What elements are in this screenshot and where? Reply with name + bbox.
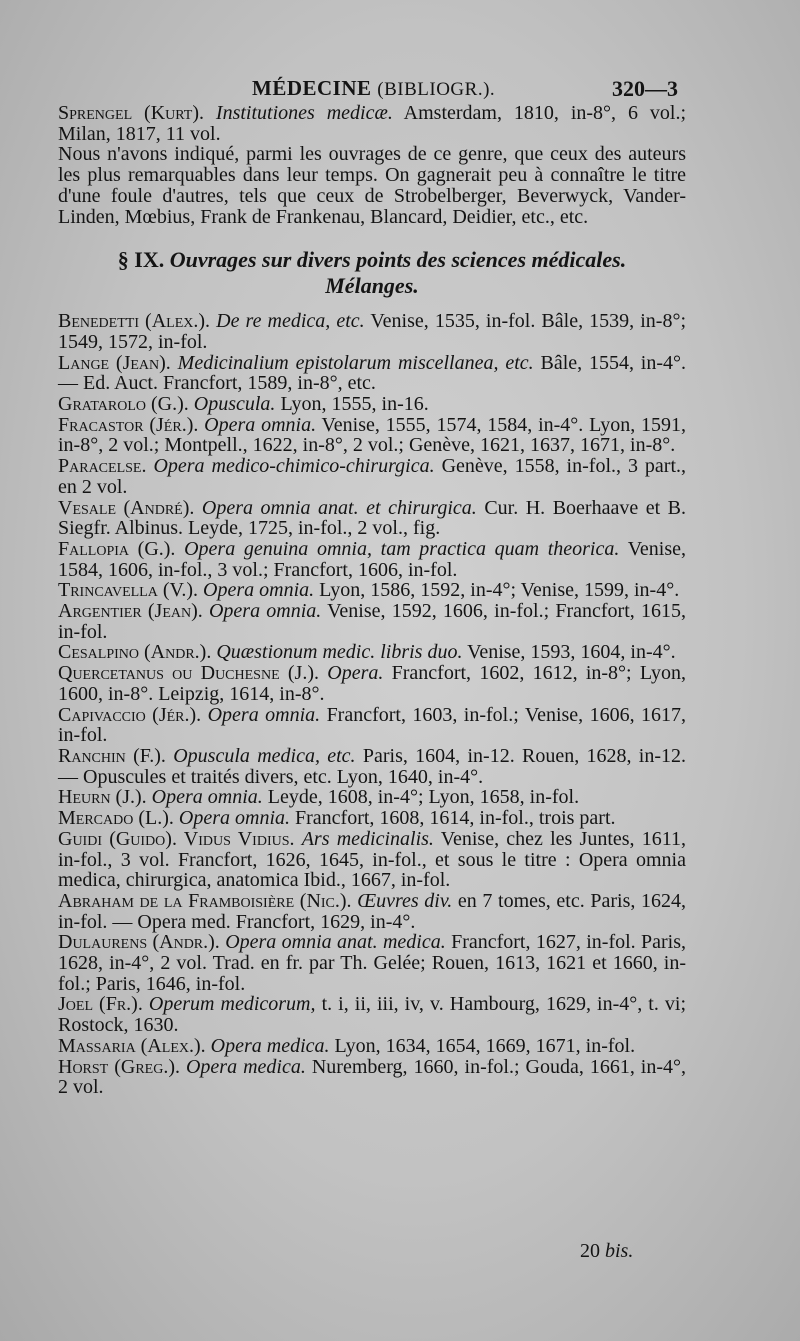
- bibliography-entry: [58, 746, 686, 787]
- entry-author: Gratarolo (G.).: [58, 393, 189, 416]
- bibliography-entry: [58, 663, 686, 704]
- bibliography-entry: [58, 103, 686, 144]
- entry-title: Opera genuina omnia, tam practica quam theorica.: [184, 537, 620, 560]
- section-heading: [58, 247, 686, 299]
- entry-title: Opera omnia.: [151, 786, 263, 809]
- entry-author: Vesale (André).: [58, 496, 195, 519]
- entry-author: Mercado (L.).: [58, 807, 174, 830]
- page-body: [58, 103, 686, 1098]
- entry-title: Opera omnia anat. medica.: [225, 931, 446, 954]
- bibliography-entry: [58, 415, 686, 456]
- entry-imprint: t. i, ii, iii, iv, v. Hambourg, 1629, in-4°, t. vi; Rostock, 1630.: [58, 993, 687, 1037]
- bibliography-entry: [58, 994, 686, 1035]
- entry-author: Massaria (Alex.).: [58, 1034, 206, 1057]
- entry-author: Argentier (Jean).: [58, 600, 203, 623]
- bibliography-entry: [58, 829, 686, 891]
- entry-title: Opera omnia.: [178, 807, 290, 830]
- entry-title: Opera omnia.: [208, 600, 322, 623]
- entry-imprint: en 7 tomes, etc. Paris, 1624, in-fol. — Opera med. Francfort, 1629, in-4°.: [58, 889, 687, 933]
- signature-mark: [580, 1240, 633, 1263]
- entry-imprint: Genève, 1558, in-fol., 3 part., en 2 vol.: [58, 455, 687, 498]
- bibliography-entry: [58, 580, 686, 601]
- entry-imprint: Lyon, 1586, 1592, in-4°; Venise, 1599, in-4°.: [319, 579, 680, 602]
- entry-imprint: Francfort, 1608, 1614, in-fol., trois part.: [295, 807, 616, 830]
- signature-number: 20: [580, 1240, 600, 1262]
- entry-title: Opera medico-chimico-chirurgica.: [153, 455, 435, 478]
- bibliography-entry: [58, 498, 686, 539]
- entry-author: Abraham de la Framboisière (Nic.).: [58, 889, 352, 912]
- entry-title: Operum medicorum,: [148, 993, 316, 1016]
- top-entries: [58, 103, 686, 144]
- entry-title: Œuvres div.: [357, 889, 453, 912]
- running-title-sub: (BIBLIOGR.).: [377, 79, 496, 100]
- entry-imprint: Lyon, 1634, 1654, 1669, 1671, in-fol.: [334, 1034, 636, 1057]
- bibliography-entry: [58, 601, 686, 642]
- entry-author: Heurn (J.).: [58, 786, 147, 809]
- entry-imprint: Leyde, 1608, in-4°; Lyon, 1658, in-fol.: [267, 786, 580, 809]
- entry-title: Opera medica.: [185, 1055, 306, 1078]
- entry-title: Opuscula.: [193, 393, 276, 416]
- entry-author: Joel (Fr.).: [58, 993, 143, 1016]
- entry-author: Lange (Jean).: [58, 351, 171, 374]
- bibliography-entry: [58, 456, 686, 497]
- bibliography-entry: [58, 808, 686, 829]
- entry-imprint: Bâle, 1554, in-4°. — Ed. Auct. Francfort, 1589, in-8°, etc.: [58, 351, 687, 395]
- entry-title: Quæstionum medic. libris duo.: [216, 641, 463, 664]
- entry-imprint: Venise, 1592, 1606, in-fol.; Francfort, 1615, in-fol.: [58, 600, 686, 643]
- entry-author: Paracelse.: [58, 455, 147, 478]
- bibliography-entry: [58, 642, 686, 663]
- entry-title: Medicinalium epistolarum miscellanea, etc.: [177, 351, 534, 374]
- entry-imprint: Venise, 1593, 1604, in-4°.: [467, 641, 676, 664]
- entry-title: De re medica, etc.: [216, 310, 365, 333]
- entry-author: Sprengel (Kurt).: [58, 102, 204, 124]
- entry-author: Dulaurens (Andr.).: [58, 931, 220, 954]
- entry-title: Ars medicinalis.: [301, 827, 434, 850]
- entry-imprint: Amsterdam, 1810, in-8°, 6 vol.; Milan, 1817, 11 vol.: [58, 102, 687, 145]
- bibliography-entry: [58, 787, 686, 808]
- entry-imprint: Venise, chez les Juntes, 1611, in-fol., 3 vol. Francfort, 1626, 1645, in-fol., et sous le titre : Opera omnia medica, chirurgica, anatomica Ibid., 1667, in-fol.: [58, 827, 686, 892]
- bibliography-entry: [58, 311, 686, 352]
- entry-imprint: Francfort, 1603, in-fol.; Venise, 1606, 1617, in-fol.: [58, 703, 687, 747]
- entry-author: Capivaccio (Jér.).: [58, 703, 202, 726]
- entry-imprint: Francfort, 1602, 1612, in-8°; Lyon, 1600, in-8°. Leipzig, 1614, in-8°.: [58, 662, 686, 705]
- entry-title: Opera omnia.: [207, 703, 321, 726]
- bibliography-entry: [58, 353, 686, 394]
- signature-word: bis.: [605, 1240, 634, 1262]
- entry-author: Quercetanus ou Duchesne (J.).: [58, 662, 319, 685]
- entry-title: Opera omnia anat. et chirurgica.: [201, 496, 477, 519]
- entry-imprint: Nuremberg, 1660, in-fol.; Gouda, 1661, in-4°, 2 vol.: [58, 1055, 687, 1099]
- running-title: [252, 76, 495, 101]
- page-number: 320—3: [612, 76, 678, 101]
- bibliography-entry: [58, 539, 686, 580]
- entry-author: Fallopia (G.).: [58, 537, 176, 560]
- bibliography-entry: [58, 705, 686, 746]
- editor-note: Nous n'avons indiqué, parmi les ouvrages de ce genre, que ceux des auteurs les plus remarquables dans leur temps. On gagnerait peu à connaître le titre d'une foule d'autres, tels que ceux de Strobelberger, Beverwyck, Vander-Linden, Mœbius, Frank de Frankenau, Blancard, Deidier, etc., etc.: [58, 143, 686, 228]
- entry-imprint: Venise, 1535, in-fol. Bâle, 1539, in-8°; 1549, 1572, in-fol.: [58, 310, 687, 353]
- entry-imprint: Lyon, 1555, in-16.: [280, 393, 429, 416]
- entry-imprint: Francfort, 1627, in-fol. Paris, 1628, in-4°, 2 vol. Trad. en fr. par Th. Gelée; Rouen, 1613, 1621 et 1660, in-fol.; Paris, 1646, in-fol.: [58, 931, 687, 995]
- section-number: § IX.: [117, 247, 165, 273]
- section-subtitle: Mélanges.: [325, 273, 419, 299]
- entry-imprint: Venise, 1555, 1574, 1584, in-4°. Lyon, 1591, in-8°, 2 vol.; Montpell., 1622, in-8°, 2 vol.; Genève, 1621, 1637, 1671, in-8°.: [58, 413, 687, 457]
- entry-author: Fracastor (Jér.).: [58, 413, 199, 436]
- entry-author: Benedetti (Alex.).: [58, 310, 211, 333]
- entry-author: Cesalpino (Andr.).: [58, 641, 212, 664]
- entry-imprint: Paris, 1604, in-12. Rouen, 1628, in-12. — Opuscules et traités divers, etc. Lyon, 1640, in-4°.: [58, 744, 687, 788]
- entry-author: Trincavella (V.).: [58, 579, 199, 602]
- entry-author: Horst (Greg.).: [58, 1055, 180, 1078]
- section-title: Ouvrages sur divers points des sciences médicales.: [169, 247, 627, 273]
- entry-title: Opera omnia.: [204, 413, 317, 436]
- bibliography-entry: [58, 1036, 686, 1057]
- entry-title: Opera medica.: [210, 1034, 330, 1057]
- bibliography-list: [58, 311, 686, 1098]
- bibliography-entry: [58, 891, 686, 932]
- entry-title: Opera omnia.: [203, 579, 315, 602]
- bibliography-entry: [58, 932, 686, 994]
- bibliography-entry: [58, 1057, 686, 1098]
- bibliography-entry: [58, 394, 686, 415]
- entry-imprint: Venise, 1584, 1606, in-fol., 3 vol.; Francfort, 1606, in-fol.: [58, 537, 687, 581]
- entry-author: Ranchin (F.).: [58, 744, 166, 767]
- entry-title: Opera.: [327, 662, 384, 685]
- entry-author: Guidi (Guido). Vidus Vidius.: [58, 827, 295, 850]
- running-title-main: MÉDECINE: [252, 76, 372, 100]
- entry-title: Institutiones medicæ.: [215, 102, 393, 124]
- section-title-line: [58, 247, 686, 273]
- entry-imprint: Cur. H. Boerhaave et B. Siegfr. Albinus. Leyde, 1725, in-fol., 2 vol., fig.: [58, 496, 687, 540]
- entry-title: Opuscula medica, etc.: [173, 744, 356, 767]
